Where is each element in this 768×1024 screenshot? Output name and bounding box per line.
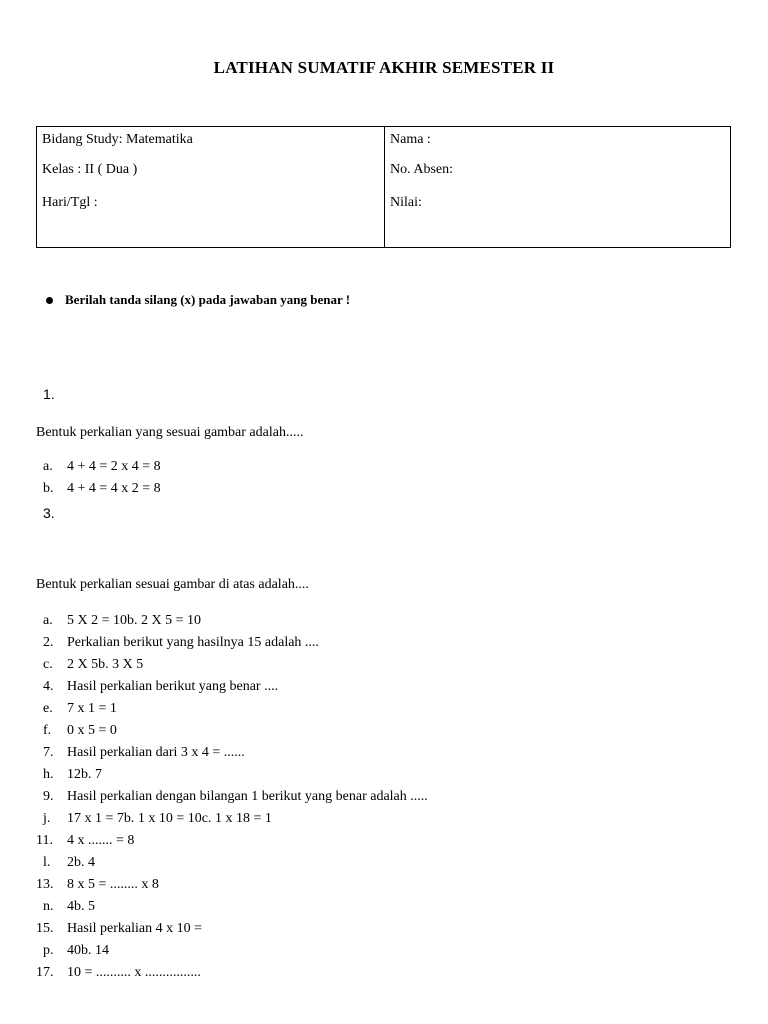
line-text: Hasil perkalian berikut yang benar .... <box>67 679 279 694</box>
line-text: 8 x 5 = ........ x 8 <box>67 877 159 892</box>
page-title: LATIHAN SUMATIF AKHIR SEMESTER II <box>213 58 555 77</box>
question-1-option <box>36 481 161 501</box>
bullet-icon <box>46 297 53 304</box>
name-field: Nama : <box>390 132 431 147</box>
list-line <box>36 767 102 787</box>
line-marker: 2. <box>43 635 54 650</box>
subject-field: Bidang Study: Matematika <box>42 132 193 147</box>
question-1-number: 1. <box>43 386 55 402</box>
line-text: Hasil perkalian 4 x 10 = <box>67 921 203 936</box>
list-line <box>36 899 95 919</box>
line-marker: a. <box>43 613 53 628</box>
list-line <box>36 701 117 721</box>
line-text: 12b. 7 <box>67 767 102 782</box>
list-line <box>36 657 143 677</box>
score-field: Nilai: <box>390 195 422 210</box>
instruction <box>46 292 350 308</box>
line-marker: 9. <box>43 789 54 804</box>
question-3-number: 3. <box>43 505 55 521</box>
instruction-text: Berilah tanda silang (x) pada jawaban yang benar ! <box>65 292 351 307</box>
option-marker: b. <box>43 481 54 496</box>
student-info-table <box>36 126 731 248</box>
list-line <box>36 965 201 985</box>
list-line <box>36 635 319 655</box>
list-line <box>36 745 245 765</box>
list-line <box>36 789 428 809</box>
question-1-option <box>36 459 161 479</box>
line-text: 4 x ....... = 8 <box>67 833 135 848</box>
line-marker: f. <box>43 723 52 738</box>
question-1-text: Bentuk perkalian yang sesuai gambar adalah..... <box>36 425 304 440</box>
line-marker: l. <box>43 855 51 870</box>
line-text: 7 x 1 = 1 <box>67 701 117 716</box>
line-marker: n. <box>43 899 54 914</box>
absen-field: No. Absen: <box>390 162 453 177</box>
line-marker: 7. <box>43 745 54 760</box>
question-3-text: Bentuk perkalian sesuai gambar di atas adalah.... <box>36 577 309 592</box>
line-text: 40b. 14 <box>67 943 109 958</box>
line-text: 10 = .......... x ................ <box>67 965 201 980</box>
class-field: Kelas : II ( Dua ) <box>42 162 138 177</box>
option-marker: a. <box>43 459 53 474</box>
line-marker: 15. <box>36 921 54 936</box>
line-marker: j. <box>43 811 51 826</box>
line-marker: 13. <box>36 877 54 892</box>
list-line <box>36 723 117 743</box>
date-field: Hari/Tgl : <box>42 195 98 210</box>
line-text: 2 X 5b. 3 X 5 <box>67 657 144 672</box>
line-text: Hasil perkalian dari 3 x 4 = ...... <box>67 745 245 760</box>
line-marker: e. <box>43 701 53 716</box>
list-line <box>36 855 95 875</box>
line-marker: c. <box>43 657 53 672</box>
line-marker: 4. <box>43 679 54 694</box>
list-line <box>36 921 202 941</box>
line-marker: 11. <box>36 833 53 848</box>
line-text: Hasil perkalian dengan bilangan 1 berikut yang benar adalah ..... <box>67 789 428 804</box>
list-line <box>36 679 278 699</box>
list-line <box>36 613 201 633</box>
table-divider <box>384 127 385 247</box>
line-text: 0 x 5 = 0 <box>67 723 117 738</box>
line-marker: 17. <box>36 965 54 980</box>
option-text: 4 + 4 = 4 x 2 = 8 <box>67 481 161 496</box>
line-marker: h. <box>43 767 54 782</box>
line-text: Perkalian berikut yang hasilnya 15 adalah .... <box>67 635 319 650</box>
line-text: 5 X 2 = 10b. 2 X 5 = 10 <box>67 613 202 628</box>
line-text: 4b. 5 <box>67 899 95 914</box>
line-text: 2b. 4 <box>67 855 95 870</box>
option-text: 4 + 4 = 2 x 4 = 8 <box>67 459 161 474</box>
list-line <box>36 877 159 897</box>
list-line <box>36 943 109 963</box>
list-line <box>36 811 272 831</box>
line-text: 17 x 1 = 7b. 1 x 10 = 10c. 1 x 18 = 1 <box>67 811 272 826</box>
line-marker: p. <box>43 943 54 958</box>
list-line <box>36 833 134 853</box>
